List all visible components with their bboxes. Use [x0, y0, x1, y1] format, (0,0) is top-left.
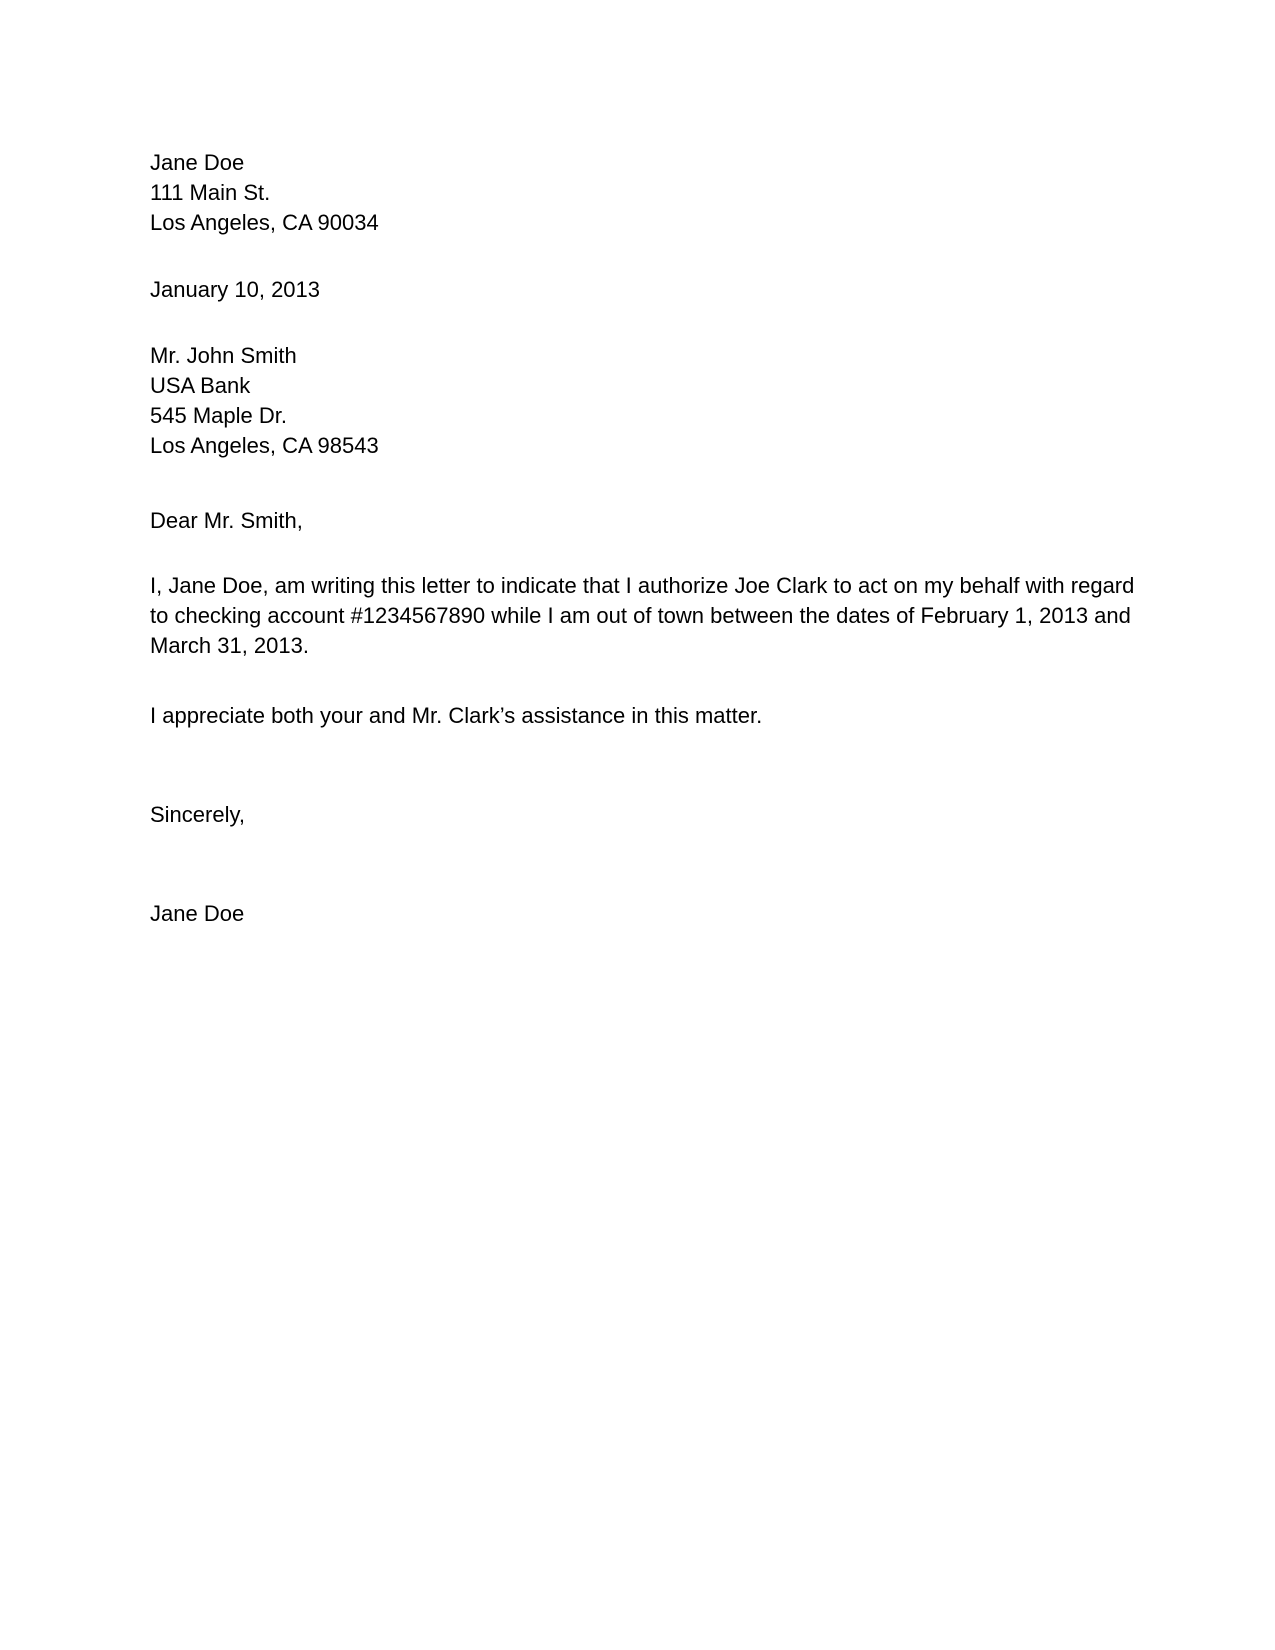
recipient-address-block	[150, 341, 1135, 461]
signature	[150, 899, 1135, 929]
letter-date	[150, 275, 1135, 305]
signature-name: Jane Doe	[150, 901, 245, 926]
closing	[150, 800, 1135, 830]
salutation	[150, 506, 1135, 536]
date-text: January 10, 2013	[150, 277, 321, 302]
recipient-street: 545 Maple Dr.	[150, 403, 287, 428]
body-paragraph-1-text: I, Jane Doe, am writing this letter to indicate that I authorize Joe Clark to act on my behalf with regard to checking account #1234567890 while I am out of town between the dates of February 1, 2013 and March 31, 2013.	[150, 573, 1135, 658]
salutation-text: Dear Mr. Smith,	[150, 508, 303, 533]
body-paragraph-1	[150, 571, 1135, 661]
recipient-company: USA Bank	[150, 373, 251, 398]
recipient-name: Mr. John Smith	[150, 343, 297, 368]
recipient-city-state-zip: Los Angeles, CA 98543	[150, 433, 379, 458]
body-paragraph-2-text: I appreciate both your and Mr. Clark’s assistance in this matter.	[150, 703, 763, 728]
closing-text: Sincerely,	[150, 802, 245, 827]
sender-city-state-zip: Los Angeles, CA 90034	[150, 210, 379, 235]
body-paragraph-2	[150, 701, 1135, 731]
sender-name: Jane Doe	[150, 150, 245, 175]
sender-street: 111 Main St.	[150, 180, 271, 205]
sender-address-block	[150, 148, 1135, 238]
